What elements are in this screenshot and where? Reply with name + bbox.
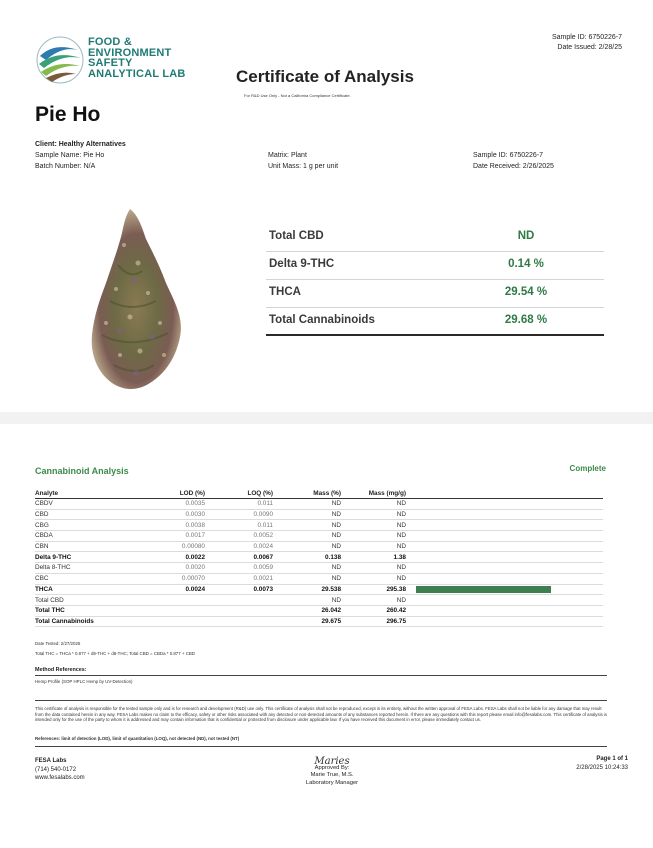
sample-heading: Pie Ho (35, 103, 101, 126)
analyte-cell: CBC (35, 573, 145, 584)
analyte-cell: CBDA (35, 531, 145, 542)
mass-pct-cell: ND (273, 531, 341, 542)
analysis-title: Cannabinoid Analysis (35, 466, 129, 476)
summary-label: THCA (269, 286, 301, 298)
bar-cell (406, 531, 603, 542)
sample-name-field: Sample Name: Pie Ho (35, 152, 105, 159)
mass-pct-cell: 29.675 (273, 616, 341, 627)
analyte-cell: Total THC (35, 605, 145, 616)
table-header-row (35, 488, 603, 499)
page-number: Page 1 of 1 (596, 756, 628, 762)
loq-cell: 0.0052 (205, 531, 273, 542)
mass-pct-cell: 26.042 (273, 605, 341, 616)
bar-cell (406, 552, 603, 563)
loq-cell: 0.0059 (205, 563, 273, 574)
loq-cell: 0.011 (205, 520, 273, 531)
bar-cell (406, 616, 603, 627)
mass-mg-cell: ND (341, 595, 406, 606)
mass-pct-cell: ND (273, 541, 341, 552)
divider (35, 746, 607, 747)
cannabinoid-table (35, 488, 603, 627)
lab-logo-icon (36, 36, 84, 84)
summary-value: 0.14 % (508, 258, 544, 270)
table-row (35, 563, 603, 574)
approver-name: Marie True, M.S. (310, 772, 354, 779)
analyte-cell: CBN (35, 541, 145, 552)
summary-label: Delta 9-THC (269, 258, 335, 270)
bar-cell (406, 595, 603, 606)
summary-label: Total CBD (269, 230, 324, 242)
table-row (35, 531, 603, 542)
column-header-loq: LOQ (%) (205, 488, 273, 499)
mass-mg-cell: ND (341, 573, 406, 584)
table-row (35, 509, 603, 520)
client-name: Client: Healthy Alternatives (35, 141, 126, 148)
bar-cell (406, 573, 603, 584)
mass-mg-cell: ND (341, 563, 406, 574)
analyte-cell: Delta 9-THC (35, 552, 145, 563)
bar-cell (406, 509, 603, 520)
mass-pct-cell: ND (273, 573, 341, 584)
table-body (35, 499, 603, 627)
lod-cell: 0.0038 (145, 520, 205, 531)
loq-cell (205, 605, 273, 616)
sample-id-block (473, 150, 554, 172)
references-text: References: limit of detection (LOD), limit of quantitation (LOQ), not detected (ND), not tested (NT) (35, 736, 240, 741)
loq-cell (205, 616, 273, 627)
potency-summary (266, 224, 604, 336)
footer-timestamp: 2/28/2025 10:24:33 (576, 764, 628, 771)
column-header-analyte: Analyte (35, 488, 145, 499)
column-header-bar (406, 488, 603, 499)
batch-number: Batch Number: N/A (35, 163, 96, 170)
lod-cell (145, 616, 205, 627)
table-row (35, 552, 603, 563)
footer-approval (282, 758, 382, 787)
mass-pct-cell: ND (273, 499, 341, 510)
bar-cell (406, 584, 603, 595)
mass-pct-cell: 0.138 (273, 552, 341, 563)
unit-mass-field: Unit Mass: 1 g per unit (268, 163, 339, 170)
document-subtitle: For R&D Use Only - Not a California Compliance Certificate. (244, 93, 351, 98)
mass-mg-cell: 260.42 (341, 605, 406, 616)
table-row (35, 595, 603, 606)
loq-cell: 0.0067 (205, 552, 273, 563)
lod-cell: 0.0030 (145, 509, 205, 520)
mass-bar (416, 586, 551, 593)
analyte-cell: CBG (35, 520, 145, 531)
approver-signature: Maries (314, 756, 350, 767)
table-row (35, 573, 603, 584)
lab-name-logotype (88, 37, 186, 79)
lod-cell: 0.00070 (145, 573, 205, 584)
logo-line: FOOD & (88, 36, 132, 48)
sample-id-field: Sample ID: 6750226-7 (473, 152, 544, 159)
document-title: Certificate of Analysis (236, 67, 414, 86)
lod-cell: 0.0035 (145, 499, 205, 510)
column-header-mass-mg: Mass (mg/g) (341, 488, 406, 499)
analysis-status: Complete (569, 464, 606, 473)
lod-cell: 0.0022 (145, 552, 205, 563)
logo-line: SAFETY (88, 57, 133, 70)
summary-value: 29.68 % (504, 314, 548, 326)
mass-mg-cell: ND (341, 520, 406, 531)
mass-mg-cell: 296.75 (341, 616, 406, 627)
logo-line: ENVIRONMENT (88, 46, 172, 59)
lod-cell: 0.0017 (145, 531, 205, 542)
loq-cell: 0.0073 (205, 584, 273, 595)
logo-line: ANALYTICAL LAB (88, 67, 186, 80)
mass-pct-cell: ND (273, 520, 341, 531)
table-row (35, 520, 603, 531)
lod-cell (145, 595, 205, 606)
footer-lab-name: FESA Labs (35, 758, 67, 764)
mass-pct-cell: ND (273, 595, 341, 606)
lod-cell (145, 605, 205, 616)
mass-mg-cell: 295.38 (341, 584, 406, 595)
approved-by-label: Approved By: (314, 765, 350, 772)
header-sample-id: Sample ID: 6750226-7 (551, 34, 622, 41)
loq-cell: 0.011 (205, 499, 273, 510)
loq-cell: 0.0090 (205, 509, 273, 520)
page-scan-gap (0, 412, 653, 424)
header-date-issued: Date Issued: 2/28/25 (557, 44, 622, 51)
total-formula: Total THC = THCa * 0.877 + d9-THC + d8-THC; Total CBD = CBDa * 0.877 + CBD (35, 651, 195, 656)
footer-page-info (576, 755, 628, 772)
mass-pct-cell: 29.538 (273, 584, 341, 595)
method-references-title: Method References: (35, 667, 87, 673)
summary-row (266, 252, 604, 280)
matrix-field: Matrix: Plant (268, 152, 307, 159)
bar-cell (406, 541, 603, 552)
table-row (35, 584, 603, 595)
table-row (35, 499, 603, 510)
date-received-field: Date Received: 2/26/2025 (473, 163, 554, 170)
footer-phone: (714) 540-0172 (35, 766, 77, 773)
summary-value: 29.54 % (504, 286, 548, 298)
bar-cell (406, 563, 603, 574)
sample-product-image (80, 205, 190, 395)
analyte-cell: THCA (35, 584, 145, 595)
method-references-text: Hemp Profile (SOP HPLC Hemp by UV-Detection) (35, 679, 133, 684)
bar-cell (406, 520, 603, 531)
footer-lab-contact (35, 757, 85, 783)
disclaimer-text: This certificate of analysis is responsible for the tested sample only and is for research and development (R&D) use only. This certificate of analysis shall not be reproduced, except in its entirety, without the written approval of FESA Labs. FESA Labs shall not be liable for any damage that may result from the data contained herein in any way. FESA Labs makes no claim to the efficacy, safety or other risks associated with any detected or non-detected amounts of any substances reported herein. If there are any questions with this report please email info@fesalabs.com. This certificate of analysis is intended only for the use of the party to whom it is addressed and may contain information that is confidential or protected from disclosure under applicable law. If you have received this document in error, please immediately contact us. (35, 706, 608, 723)
bar-cell (406, 499, 603, 510)
summary-value: ND (517, 230, 535, 242)
summary-label: Total Cannabinoids (269, 314, 375, 326)
matrix-info-block (268, 150, 338, 172)
date-tested: Date Tested: 2/27/2025 (35, 641, 81, 646)
divider (35, 700, 607, 701)
mass-pct-cell: ND (273, 563, 341, 574)
mass-mg-cell: 1.38 (341, 552, 406, 563)
summary-row (266, 224, 604, 252)
column-header-lod: LOD (%) (145, 488, 205, 499)
mass-mg-cell: ND (341, 499, 406, 510)
footer-website[interactable]: www.fesalabs.com (35, 775, 85, 781)
analyte-cell: CBDV (35, 499, 145, 510)
analyte-cell: Total CBD (35, 595, 145, 606)
lod-cell: 0.00080 (145, 541, 205, 552)
analyte-cell: CBD (35, 509, 145, 520)
header-meta (552, 33, 622, 53)
summary-row (266, 280, 604, 308)
client-info-block (35, 139, 126, 172)
approver-title: Laboratory Manager (305, 779, 359, 786)
loq-cell: 0.0024 (205, 541, 273, 552)
analyte-cell: Total Cannabinoids (35, 616, 145, 627)
lod-cell: 0.0020 (145, 563, 205, 574)
mass-mg-cell: ND (341, 541, 406, 552)
table-row (35, 605, 603, 616)
loq-cell: 0.0021 (205, 573, 273, 584)
mass-pct-cell: ND (273, 509, 341, 520)
mass-mg-cell: ND (341, 509, 406, 520)
analyte-cell: Delta 8-THC (35, 563, 145, 574)
table-row (35, 616, 603, 627)
bar-cell (406, 605, 603, 616)
divider (35, 675, 607, 676)
mass-mg-cell: ND (341, 531, 406, 542)
loq-cell (205, 595, 273, 606)
column-header-mass-pct: Mass (%) (273, 488, 341, 499)
summary-row (266, 308, 604, 336)
lod-cell: 0.0024 (145, 584, 205, 595)
table-row (35, 541, 603, 552)
